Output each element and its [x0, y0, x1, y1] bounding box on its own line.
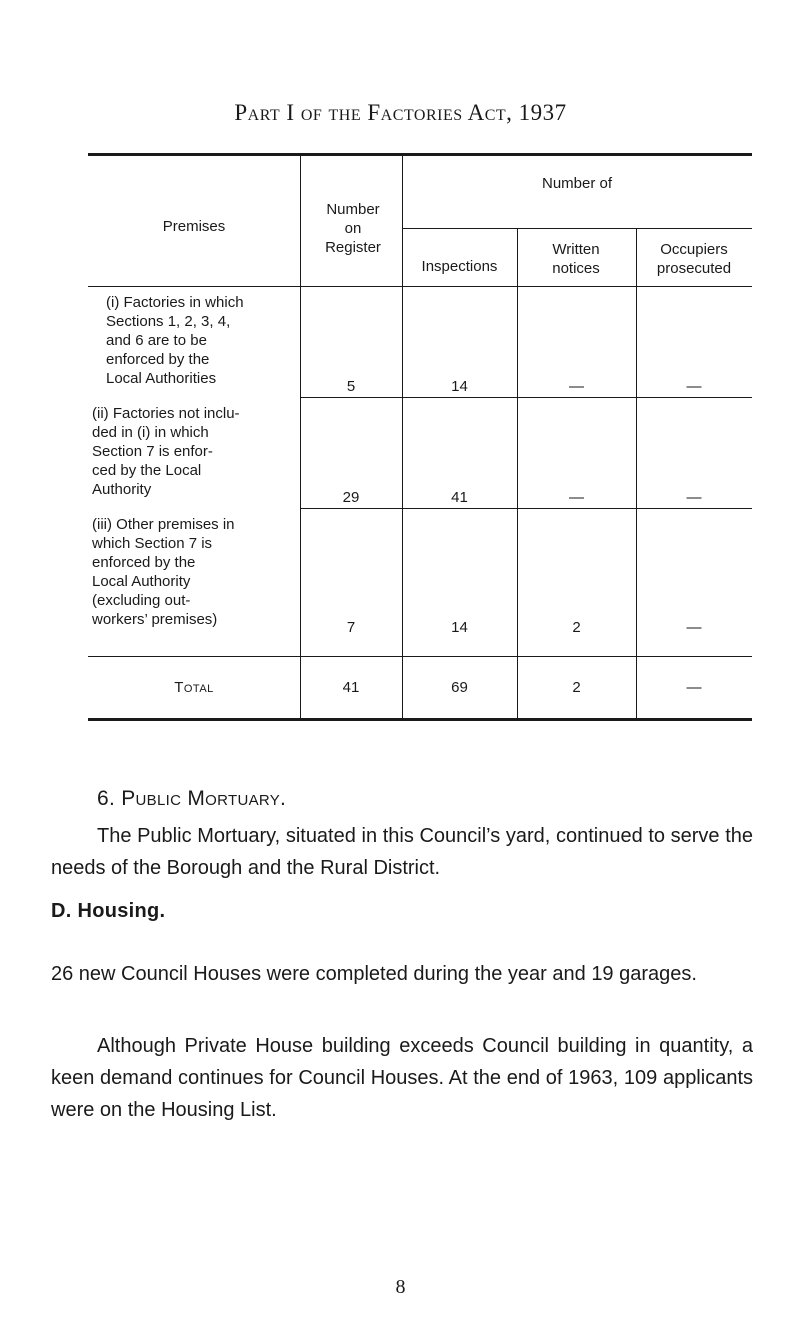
row-rule-1 [300, 397, 752, 398]
row-1-register: 5 [346, 378, 356, 395]
table-top-rule [88, 153, 752, 156]
row-2-register: 29 [342, 489, 360, 506]
page-title: Part I of the Factories Act, 1937 [234, 100, 567, 125]
row-rule-3 [88, 656, 752, 657]
row-1-written: — [569, 378, 584, 395]
row-1-prosecuted: — [686, 378, 702, 395]
row-3-written: 2 [572, 619, 581, 636]
row-3-register: 7 [346, 619, 356, 636]
header-bottom-rule [88, 286, 752, 287]
row-2-prosecuted: — [686, 489, 702, 506]
header-inspections: Inspections [421, 258, 498, 275]
section-6-heading: 6. Public Mortuary. [97, 787, 287, 810]
housing-paragraph-1: 26 new Council Houses were completed during the year and 19 garages. [51, 963, 697, 985]
header-written-notices: Written notices [552, 241, 600, 277]
row-2-written: — [569, 489, 584, 506]
total-prosecuted: — [686, 679, 702, 696]
header-number-of: Number of [541, 175, 613, 192]
total-inspections: 69 [451, 679, 468, 696]
total-written: 2 [572, 679, 581, 696]
row-1-inspections: 14 [451, 378, 468, 395]
row-3-prosecuted: — [686, 619, 702, 636]
total-register: 41 [342, 679, 360, 696]
section-6-text: The Public Mortuary, situated in this Council’s yard, continued to serve the needs of the Borough and the Rural District. [51, 825, 753, 879]
table-bottom-rule [88, 718, 752, 721]
housing-heading: D. Housing. [51, 900, 166, 922]
row-2-label: (ii) Factories not inclu- ded in (i) in which Section 7 is enfor- ced by the Local Authority [92, 405, 240, 498]
header-number-on-register: Number on Register [325, 201, 381, 256]
row-1-label: (i) Factories in which Sections 1, 2, 3, 4, and 6 are to be enforced by the Local Authorities [106, 294, 244, 387]
row-3-label: (iii) Other premises in which Section 7 is enforced by the Local Authority (excluding out- workers’ premises) [92, 516, 235, 628]
total-label: Total [174, 679, 214, 696]
row-2-inspections: 41 [451, 489, 468, 506]
subheader-rule [402, 228, 752, 229]
header-occupiers-prosecuted: Occupiers prosecuted [656, 241, 732, 277]
header-premises: Premises [162, 218, 226, 235]
col-rule-4 [636, 229, 637, 718]
row-rule-2 [300, 508, 752, 509]
row-3-inspections: 14 [451, 619, 468, 636]
housing-paragraph-2: Although Private House building exceeds Council building in quantity, a keen demand continues for Council Houses. At the end of 1963, 109 applicants were on the Housing List. [51, 1035, 753, 1121]
col-rule-3 [517, 229, 518, 718]
page-number: 8 [395, 1276, 406, 1298]
factories-table [88, 153, 752, 720]
